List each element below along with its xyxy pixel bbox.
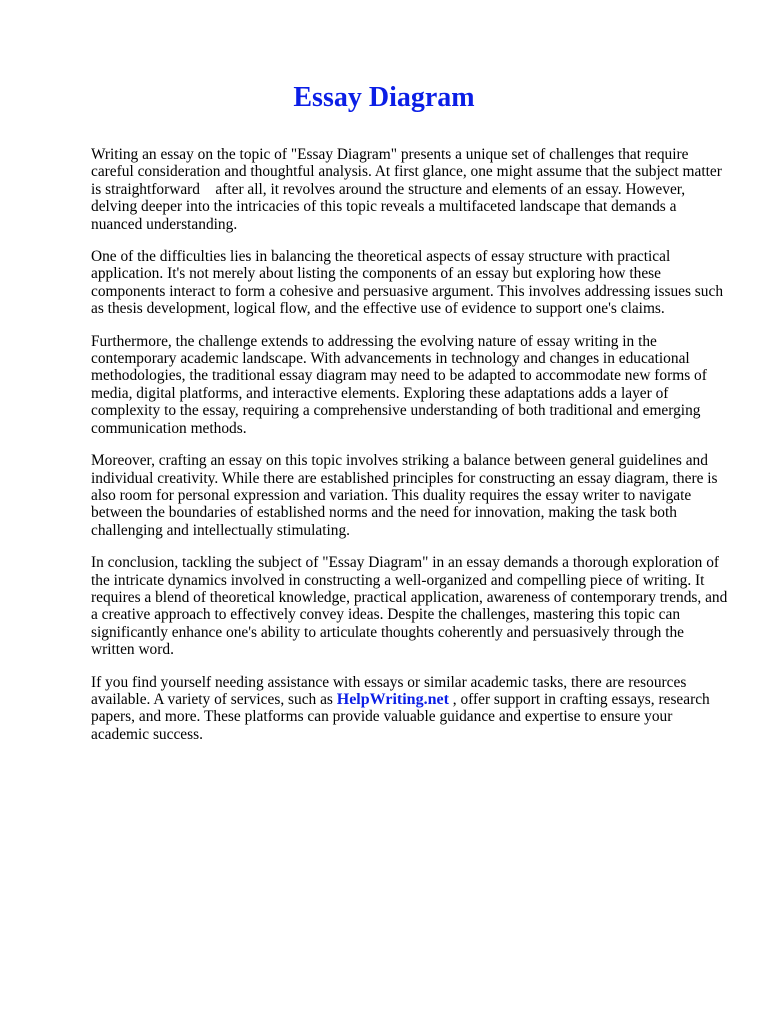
document-body (91, 146, 731, 758)
paragraph-conclusion: In conclusion, tackling the subject of "Essay Diagram" in an essay demands a thorough exploration of the intricate dynamics involved in constructing a well-organized and compelling piece of writing. It requires a blend of theoretical knowledge, practical application, awareness of contemporary trends, and a creative approach to effectively convey ideas. Despite the challenges, mastering this topic can significantly enhance one's ability to articulate thoughts coherently and persuasively through the written word. (91, 554, 732, 659)
resources-text-before-link: If you find yourself needing assistance with essays or similar academic tasks, there are resources available. A variety of services, such as (91, 673, 691, 708)
resources-text-after-link: , offer support in crafting essays, research papers, and more. These platforms can provide valuable guidance and expertise to ensure your academic success. (91, 690, 714, 743)
document-title: Essay Diagram (293, 82, 475, 113)
paragraph-evolving-nature: Furthermore, the challenge extends to addressing the evolving nature of essay writing in the contemporary academic landscape. With advancements in technology and changes in educational methodologies, the traditional essay diagram may need to be adapted to accommodate new forms of media, digital platforms, and interactive elements. Exploring these adaptations adds a layer of complexity to the essay, requiring a comprehensive understanding of both traditional and emerging communication methods. (91, 332, 711, 437)
paragraph-difficulties: One of the difficulties lies in balancing the theoretical aspects of essay structure with practical application. It's not merely about listing the components of an essay but exploring how these components interact to form a cohesive and persuasive argument. This involves addressing issues such as thesis development, logical flow, and the effective use of evidence to support one's claims. (91, 248, 727, 318)
paragraph-intro: Writing an essay on the topic of "Essay Diagram" presents a unique set of challenges that require careful consideration and thoughtful analysis. At first glance, one might assume that the subject matter is straightforward after all, it revolves around the structure and elements of an essay. However, delving deeper into the intricacies of this topic reveals a multifaceted landscape that demands a nuanced understanding. (91, 146, 726, 233)
paragraph-creativity-balance: Moreover, crafting an essay on this topic involves striking a balance between general guidelines and individual creativity. While there are established principles for constructing an essay diagram, there is also room for personal expression and variation. This duality requires the essay writer to navigate between the boundaries of established norms and the need for innovation, making the task both challenging and intellectually stimulating. (91, 452, 722, 539)
paragraph-resources (91, 674, 731, 744)
helpwriting-link[interactable]: HelpWriting.net (336, 690, 449, 708)
